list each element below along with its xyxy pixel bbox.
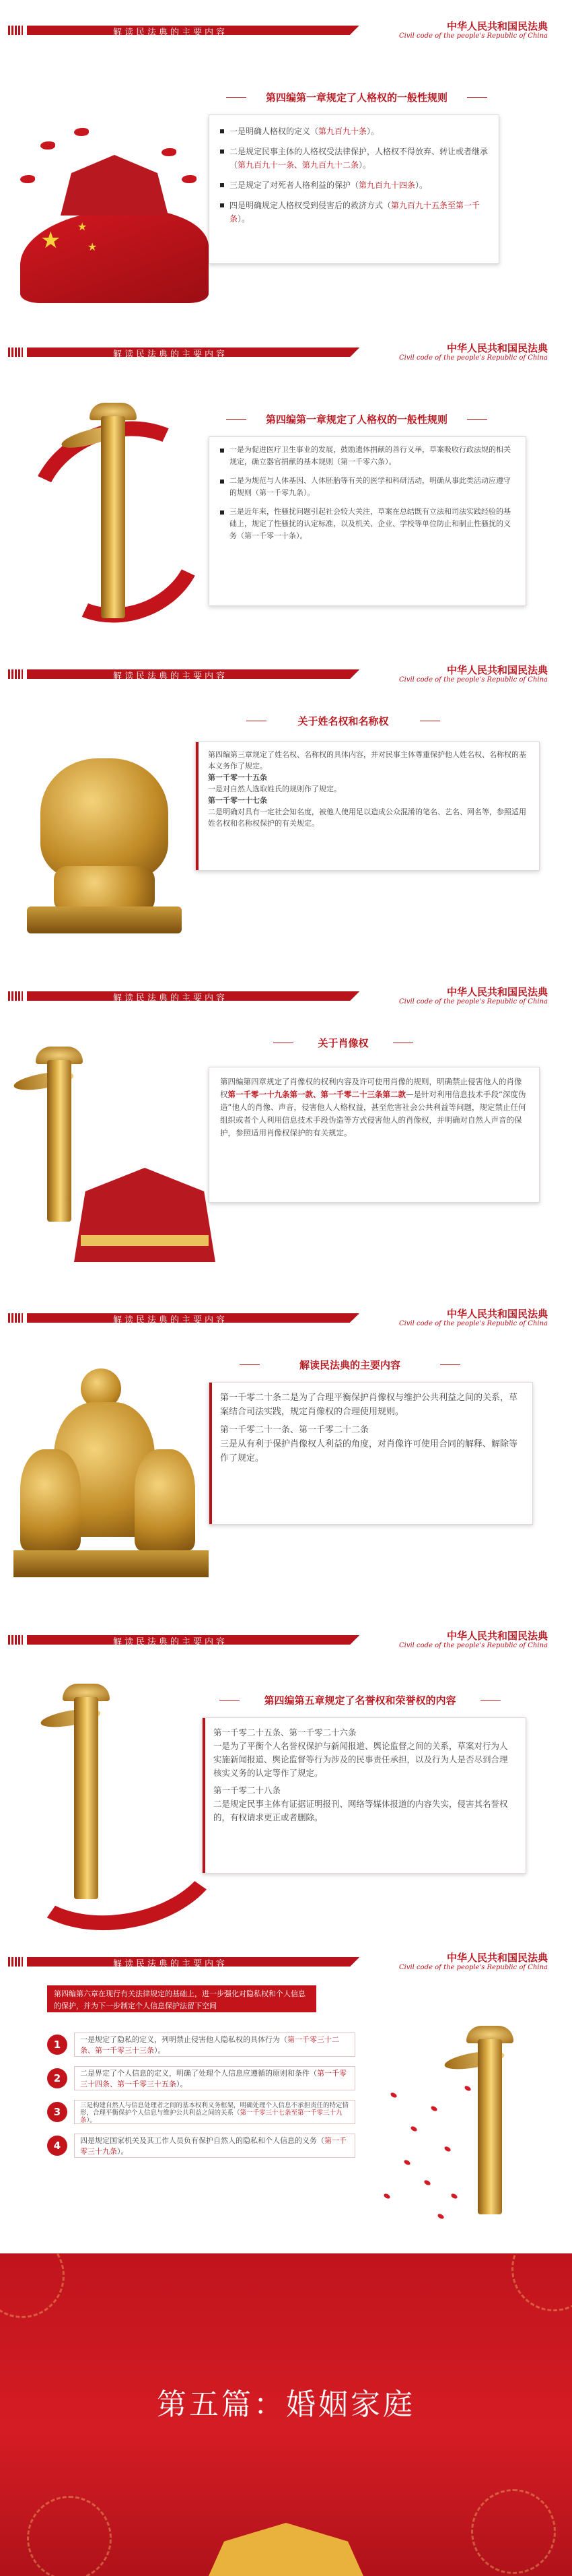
header-brand-cn: 中华人民共和国民法典 (446, 20, 548, 32)
slide-header (0, 1288, 572, 1328)
header-brand-cn: 中华人民共和国民法典 (446, 1952, 548, 1964)
list-item: 二是规定民事主体的人格权受法律保护，人格权不得放弃、转让或者继承（第九百九十一条、第九百九十二条）。 (229, 145, 488, 172)
list-item: 一是明确人格权的定义（第九百九十条）。 (229, 125, 488, 138)
section-title: 第四编第一章规定了人格权的一般性规则 (222, 409, 491, 430)
huabiao-petals-illustration (377, 1992, 559, 2241)
list-item: 4 四是规定国家机关及其工作人员负有保护自然人的隐私和个人信息的义务（第一千零三十九条）。 (47, 2134, 357, 2159)
golden-lion-illustration (13, 745, 195, 947)
list-item: 1 一是规定了隐私的定义，列明禁止侵害他人隐私权的具体行为（第一千零三十二条、第一千零三十三条）。 (47, 2033, 357, 2058)
list-item: 三是近年来，性骚扰问题引起社会较大关注，草案在总结既有立法和司法实践经验的基础上，规定了性骚扰的认定标准，以及机关、企业、学校等单位防止和制止性骚扰的义务（第一千零一十条）。 (229, 506, 515, 542)
slide-3 (0, 644, 572, 966)
content-box (209, 1382, 533, 1525)
intro-banner: 第四编第六章在现行有关法律规定的基础上，进一步强化对隐私权和个人信息的保护，并为下一步制定个人信息保护法留下空间 (47, 1985, 316, 2012)
huabiao-ribbon-illustration (13, 1677, 202, 1919)
slide-header (0, 0, 572, 40)
slide-header (0, 1931, 572, 1972)
section-title: 第四编第五章规定了名誉权和荣誉权的内容 (215, 1690, 505, 1711)
paragraph: 第一千零二十一条、第一千零二十二条 三是从有利于保护肖像权人利益的角度，对肖像许可使用合同的解释、解除等作了规定。 (220, 1425, 518, 1463)
article-heading: 第一千零一十七条 (208, 796, 267, 805)
header-brand-en: Civil code of the people's Republic of China (398, 1320, 548, 1327)
paragraph: 一是对自然人选取姓氏的规则作了规定。 (208, 785, 341, 793)
slide-4 (0, 966, 572, 1288)
slide-header (0, 322, 572, 362)
header-title: 解读民法典的主要内容 (113, 1959, 228, 1969)
article-heading: 第一千零一十五条 (208, 773, 267, 782)
slide-2 (0, 322, 572, 644)
golden-statue-group-illustration (13, 1355, 209, 1591)
section-title: 关于姓名权和名称权 (242, 711, 444, 731)
header-brand-cn: 中华人民共和国民法典 (446, 986, 548, 998)
header-brand-en: Civil code of the people's Republic of China (398, 1964, 548, 1971)
header-title: 解读民法典的主要内容 (113, 350, 228, 360)
slide-header (0, 644, 572, 684)
tiananmen-flag-illustration: ★ ★ ★ (13, 128, 215, 310)
header-title: 解读民法典的主要内容 (113, 1637, 228, 1647)
header-title: 解读民法典的主要内容 (113, 993, 228, 1003)
header-title: 解读民法典的主要内容 (113, 1315, 228, 1325)
tiananmen-huabiao-illustration (13, 1033, 215, 1276)
list-item: 3 三是构建自然人与信息处理者之间的基本权利义务框架，明确处理个人信息不承担责任的特定情形，合理平衡保护个人信息与维护公共利益之间的关系（第一千零三十七条至第一千零三十九条）。 (47, 2100, 357, 2125)
header-brand-en: Civil code of the people's Republic of China (398, 998, 548, 1005)
content-box (202, 1717, 526, 1874)
header-brand-en: Civil code of the people's Republic of China (398, 354, 548, 362)
slide-1 (0, 0, 572, 322)
paragraph: 第四编第三章规定了姓名权、名称权的具体内容，并对民事主体尊重保护他人姓名权、名称权的基本义务作了规定。 (208, 750, 526, 770)
slide-7 (0, 1931, 572, 2253)
header-title: 解读民法典的主要内容 (113, 28, 228, 38)
tiananmen-silhouette (209, 2509, 363, 2576)
list-item: 三是规定了对死者人格利益的保护（第九百九十四条）。 (229, 178, 488, 192)
header-brand-cn: 中华人民共和国民法典 (446, 342, 548, 354)
chapter-title: 第五篇：婚姻家庭 (157, 2387, 415, 2422)
paragraph: 二是明确对具有一定社会知名度，被他人使用足以造成公众混淆的笔名、艺名、网名等，参照适用姓名权和名称权保护的有关规定。 (208, 807, 526, 828)
section-title: 第四编第一章规定了人格权的一般性规则 (222, 88, 491, 108)
slide-header (0, 966, 572, 1006)
section-title: 解读民法典的主要内容 (236, 1355, 464, 1375)
content-box (209, 436, 526, 606)
list-item: 二是为规范与人体基因、人体胚胎等有关的医学和科研活动，明确从事此类活动应遵守的规则（第一千零九条）。 (229, 475, 515, 499)
paragraph: 第一千零二十条二是为了合理平衡保护肖像权与维护公共利益之间的关系，草案结合司法实践，规定肖像权的合理使用规则。 (220, 1393, 518, 1417)
header-brand-en: Civil code of the people's Republic of China (398, 676, 548, 684)
huabiao-ribbon-illustration (20, 383, 195, 632)
header-brand-cn: 中华人民共和国民法典 (446, 1630, 548, 1642)
section-title: 关于肖像权 (269, 1033, 417, 1053)
content-box (209, 114, 499, 264)
header-brand-cn: 中华人民共和国民法典 (446, 1308, 548, 1320)
header-title: 解读民法典的主要内容 (113, 671, 228, 682)
list-item: 四是明确规定人格权受到侵害后的救济方式（第九百九十五条至第一千条）。 (229, 199, 488, 226)
content-box: 第四编第四章规定了肖像权的权利内容及许可使用肖像的规则，明确禁止侵害他人的肖像权第一千零一十九条第一款、第一千零二十三条第二款—是针对利用信息技术手段“深度伪造”他人的肖像、声音，侵害他人人格权益，甚至危害社会公共利益等问题，规定禁止任何组织或者个人利用信息技术手段伪造等方式侵害他人的肖像权，并明确对自然人声音的保护，参照适用肖像权保护的有关规定。 (209, 1067, 540, 1203)
paragraph: 第一千零二十八条 二是规定民事主体有证据证明报刊、网络等媒体报道的内容失实，侵害其名誉权的，有权请求更正或者删除。 (213, 1785, 508, 1822)
header-brand-en: Civil code of the people's Republic of China (398, 32, 548, 40)
slide-5 (0, 1288, 572, 1610)
content-box (195, 741, 540, 871)
header-brand-cn: 中华人民共和国民法典 (446, 664, 548, 676)
slide-8-chapter-title (0, 2253, 572, 2576)
list-item: 2 二是界定了个人信息的定义，明确了处理个人信息应遵循的原则和条件（第一千零三十四条、第一千零三十五条）。 (47, 2066, 357, 2092)
slide-6 (0, 1610, 572, 1931)
slide-header (0, 1610, 572, 1650)
paragraph: 第一千零二十五条、第一千零二十六条 一是为了平衡个人名誉权保护与新闻报道、舆论监督之间的关系，草案对行为人实施新闻报道、舆论监督等行为涉及的民事责任承担，以及行为人是否尽到合理核实义务的认定等作了规定。 (213, 1727, 508, 1778)
list-item: 一是为促进医疗卫生事业的发展，鼓励遗体捐献的善行义举，草案吸收行政法规的相关规定，确立器官捐献的基本规则（第一千零六条）。 (229, 444, 515, 468)
header-brand-en: Civil code of the people's Republic of China (398, 1642, 548, 1649)
